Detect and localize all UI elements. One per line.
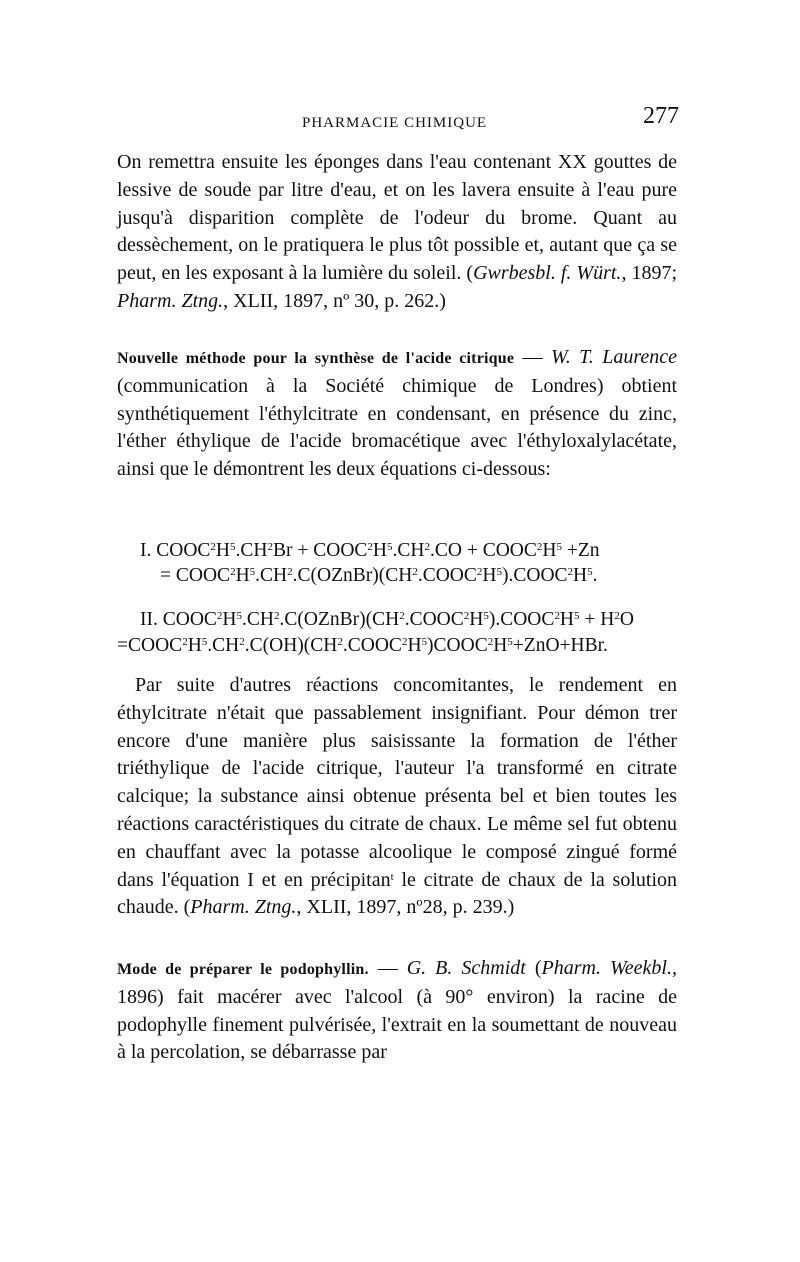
section-podophyllin (117, 955, 677, 1067)
citation-text: , XLII, 1897, nº 30, p. 262.) (223, 289, 446, 312)
author-name: W. T. Laurence (550, 346, 677, 368)
paragraph-text: On remettra ensuite les éponges dans l'eau contenant XX gouttes de lessive de soude par litre d'eau, et on les lavera ensuite à l'eau pure jusqu'à disparition complète de l'odeur du brome. Quant au dessèchement, on le pratiquera le plus tôt possible et, autant que ça se peut, en les exposant à la lumière du soleil. ( (117, 151, 677, 285)
paragraph-results (117, 672, 677, 922)
author-name: G. B. Schmidt (406, 957, 526, 979)
citation-text: , XLII, 1897, nº28, p. 239.) (296, 896, 515, 919)
page-number: 277 (643, 103, 679, 129)
equation-1-line-2: = $COOC^2H^5.CH^2.C(OZnBr)(CH^2.COOC^2H^5).COOC^2H^5$. (160, 565, 598, 586)
equation-2-line-2: $=COOC^2H^5.CH^2.C(OH)(CH^2.COOC^2H^5)COOC^2H^5+ZnO+HBr$. (117, 635, 608, 656)
citation-ref: Pharm. Ztng. (117, 289, 224, 312)
dash: — (368, 957, 407, 979)
paragraph-sponges (117, 149, 677, 316)
paragraph-text: ( (525, 957, 542, 979)
equation-1-line-1: I. $COOC^2H^5.CH^2Br$ + $COOC^2H^5.CH^2.CO$ + $COOC^2H^5 +Zn$ (140, 540, 600, 561)
section-heading: Nouvelle méthode pour la synthèse de l'acide citrique (117, 350, 515, 367)
running-head: PHARMACIE CHIMIQUE (302, 115, 488, 131)
paragraph-text: , 1896) fait macérer avec l'alcool (à 90° environ) la racine de podophylle finement pulvérisée, l'extrait en la soumettant de nouveau à la percolation, se débarrasse par (117, 957, 677, 1064)
section-citric-acid (117, 344, 677, 484)
paragraph-text: le citrate de chaux de la solution chaude. ( (117, 868, 677, 919)
citation-ref: Gwrbesbl. f. Würt. (473, 262, 622, 285)
citation-ref: Pharm. Weekbl. (541, 957, 672, 979)
page-header (117, 103, 679, 143)
citation-text: , 1897; (621, 262, 678, 285)
superscript: t (390, 870, 394, 883)
equation-2-line-1: II. $COOC^2H^5.CH^2.C(OZnBr)(CH^2.COOC^2H^5).COOC^2H^5 + H^2O$ (140, 609, 634, 630)
dash: — (514, 346, 551, 368)
citation-ref: Pharm. Ztng. (190, 896, 297, 919)
section-heading: Mode de préparer le podophyllin. (117, 961, 369, 978)
paragraph-text: Par suite d'autres réactions concomitantes, le rendement en éthylcitrate n'était que passablement insignifiant. Pour démon trer encore d'une manière plus saisissante la formation de l'éther triéthylique de l'acide citrique, l'auteur l'a transformé en citrate calcique; la substance ainsi obtenue présenta bel et bien toutes les réactions caractéristiques du citrate de chaux. Le même sel fut obtenu en chauffant avec la potasse alcoolique le composé zingué formé dans l'équation I et en précipitan (117, 674, 677, 891)
paragraph-text: (communication à la Société chimique de Londres) obtient synthétiquement l'éthylcitrate en condensant, en présence du zinc, l'éther éthylique de l'acide bromacétique avec l'éthyloxalylacétate, ainsi que le démontrent les deux équations ci-dessous: (117, 374, 677, 481)
